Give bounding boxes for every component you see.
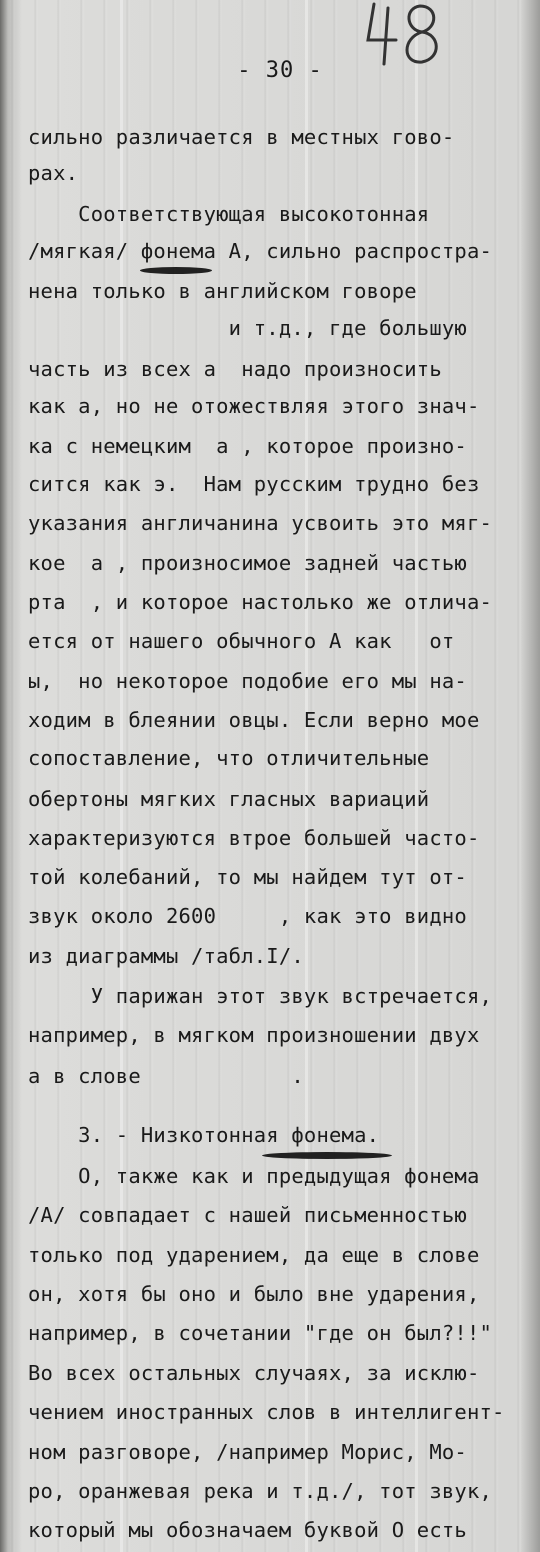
text-line: и т.д., где большую: [28, 316, 467, 340]
text-line: рах.: [28, 161, 79, 185]
text-line: например, в сочетании "где он был?!!": [28, 1321, 493, 1345]
text-line: сится как э. Нам русским трудно без: [28, 472, 480, 496]
text-line: который мы обозначаем буквой О есть: [28, 1518, 467, 1542]
scan-artifact: [415, 0, 418, 1552]
text-line: обертоны мягких гласных вариаций: [28, 787, 430, 811]
text-line: только под ударением, да еще в слове: [28, 1243, 480, 1267]
ink-underline-mark: [140, 267, 212, 274]
text-line: 3. - Низкотонная фонема.: [28, 1123, 380, 1147]
text-line: как а, но не отожествляя этого знач-: [28, 394, 480, 418]
text-line: ро, оранжевая река и т.д./, тот звук,: [28, 1479, 493, 1503]
text-line: ходим в блеянии овцы. Если верно мое: [28, 708, 480, 732]
text-line: он, хотя бы оно и было вне ударения,: [28, 1282, 480, 1306]
text-line: Во всех остальных случаях, за исклю-: [28, 1361, 480, 1385]
text-line: сопоставление, что отличительные: [28, 746, 430, 770]
text-line: ка с немецким а , которое произно-: [28, 434, 467, 458]
text-line: сильно различается в местных гово-: [28, 125, 455, 149]
text-line: чением иностранных слов в интеллигент-: [28, 1400, 505, 1424]
ink-underline-mark: [262, 1152, 392, 1159]
text-line: характеризуются втрое большей часто-: [28, 826, 480, 850]
page-number: - 30 -: [237, 58, 323, 83]
text-line: той колебаний, то мы найдем тут от-: [28, 865, 467, 889]
text-line: указания англичанина усвоить это мяг-: [28, 511, 493, 535]
text-line: звук около 2600 , как это видно: [28, 904, 467, 928]
text-line: часть из всех а надо произносить: [28, 357, 442, 381]
text-line: У парижан этот звук встречается,: [28, 984, 493, 1008]
text-line: например, в мягком произношении двух: [28, 1023, 480, 1047]
text-line: из диаграммы /табл.I/.: [28, 944, 304, 968]
text-line: нена только в английском говоре: [28, 279, 417, 303]
text-line: рта , и которое настолько же отлича-: [28, 590, 493, 614]
text-line: О, также как и предыдущая фонема: [28, 1164, 480, 1188]
text-line: ном разговоре, /например Морис, Мо-: [28, 1440, 467, 1464]
text-line: кое а , произносимое задней частью: [28, 551, 467, 575]
text-line: Соответствующая высокотонная: [28, 202, 430, 226]
scan-artifact: [120, 0, 123, 1552]
text-line: ы, но некоторое подобие его мы на-: [28, 669, 467, 693]
text-line: /мягкая/ фонема А, сильно распростра-: [28, 239, 493, 263]
text-line: ется от нашего обычного А как от: [28, 629, 455, 653]
text-line: а в слове .: [28, 1064, 304, 1088]
scan-artifact: [305, 0, 308, 1552]
text-line: /А/ совпадает с нашей письменностью: [28, 1203, 467, 1227]
